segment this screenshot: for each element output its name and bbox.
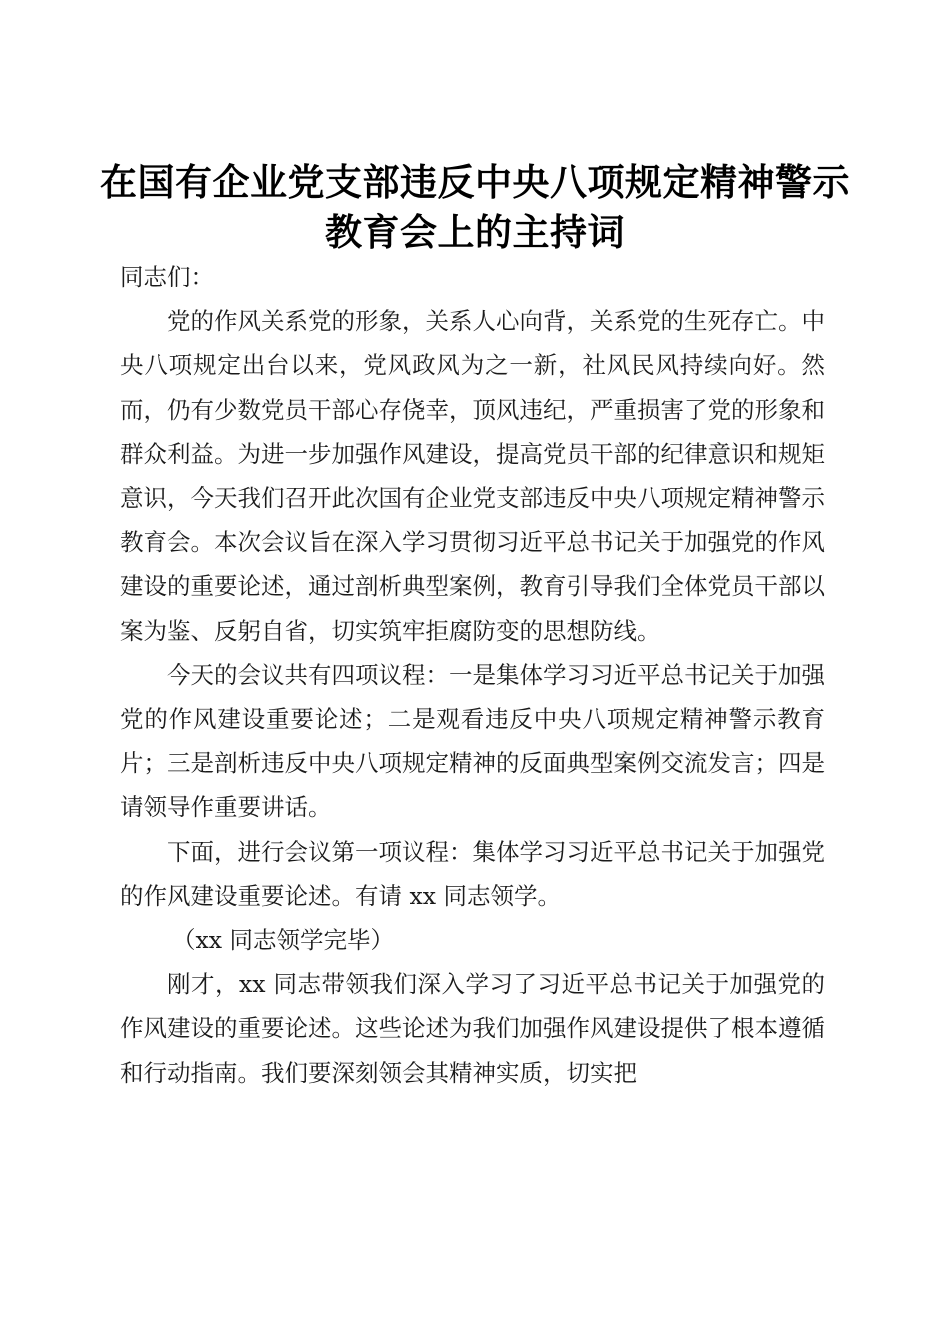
salutation: 同志们： (120, 263, 214, 291)
paragraph-closing: 刚才，xx 同志带领我们深入学习了习近平总书记关于加强党的作风建设的重要论述。这些论述为我们加强作风建设提供了根本遵循和行动指南。我们要深刻领会其精神实质，切实把 (120, 970, 825, 1087)
title-line-1: 在国有企业党支部违反中央八项规定精神警示 (100, 159, 850, 204)
paragraph-opening: 党的作风关系党的形象，关系人心向背，关系党的生死存亡。中央八项规定出台以来，党风政风为之一新，社风民风持续向好。然而，仍有少数党员干部心存侥幸，顶风违纪，严重损害了党的形象和群众利益。为进一步加强作风建设，提高党员干部的纪律意识和规矩意识，今天我们召开此次国有企业党支部违反中央八项规定精神警示教育会。本次会议旨在深入学习贯彻习近平总书记关于加强党的作风建设的重要论述，通过剖析典型案例，教育引导我们全体党员干部以案为鉴、反躬自省，切实筑牢拒腐防变的思想防线。 (120, 307, 825, 645)
document-body (120, 255, 825, 1095)
paragraph-agenda: 今天的会议共有四项议程：一是集体学习习近平总书记关于加强党的作风建设重要论述；二是观看违反中央八项规定精神警示教育片；三是剖析违反中央八项规定精神的反面典型案例交流发言；四是请领导作重要讲话。 (120, 660, 825, 822)
paragraph-first-item: 下面，进行会议第一项议程：集体学习习近平总书记关于加强党的作风建设重要论述。有请 xx 同志领学。 (120, 837, 825, 910)
stage-note: （xx 同志领学完毕） (172, 926, 394, 955)
document-title (100, 157, 850, 257)
title-line-2: 教育会上的主持词 (325, 209, 625, 254)
